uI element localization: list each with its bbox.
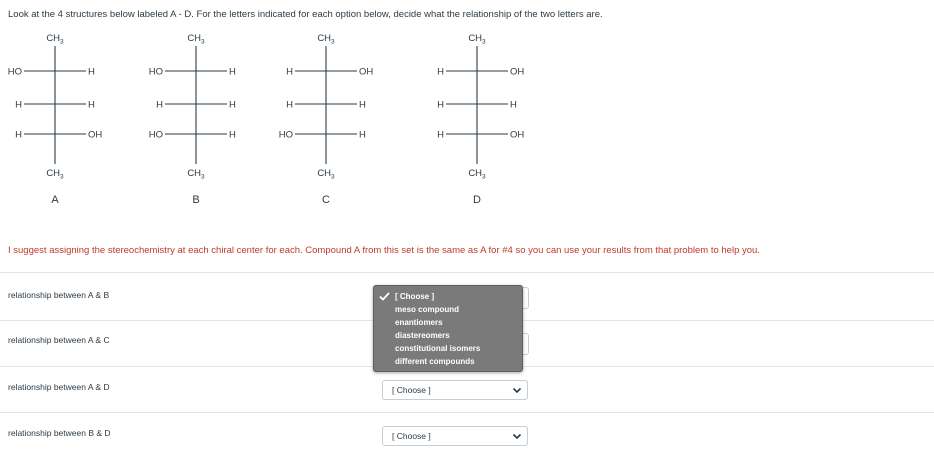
top-group-c: $CH_3$ [317, 33, 335, 46]
left-group-a-1: HO [7, 66, 22, 78]
fischer-projections [0, 28, 934, 213]
structure-label-b: B [192, 194, 200, 206]
top-group-a: $CH_3$ [46, 33, 64, 46]
left-group-a-2: H [15, 99, 22, 111]
menu-option-diastereomers[interactable]: diastereomers [395, 331, 450, 340]
top-group-b: $CH_3$ [187, 33, 205, 46]
left-group-c-1: H [286, 66, 293, 78]
menu-option-different-compounds[interactable]: different compounds [395, 357, 475, 366]
right-group-a-3: OH [88, 129, 103, 141]
structure-label-c: C [322, 194, 330, 206]
bottom-group-a: $CH_3$ [46, 168, 64, 181]
select-a-d[interactable] [382, 380, 528, 400]
dropdown-menu [373, 285, 523, 372]
menu-option-meso[interactable]: meso compound [395, 305, 460, 314]
right-group-d-1: OH [510, 66, 525, 78]
left-group-d-3: H [437, 129, 444, 141]
right-group-d-2: H [510, 99, 517, 111]
right-group-b-1: H [229, 66, 236, 78]
right-group-a-1: H [88, 66, 95, 78]
relationship-label-b-d: relationship between B & D [8, 428, 111, 438]
left-group-a-3: H [15, 129, 22, 141]
structure-label-d: D [473, 194, 481, 206]
divider [0, 272, 934, 273]
relationship-label-a-c: relationship between A & C [8, 335, 110, 345]
checkmark-icon [379, 292, 390, 301]
menu-option-choose[interactable]: [ Choose ] [395, 292, 435, 301]
question-text: Look at the 4 structures below labeled A - D. For the letters indicated for each option below, decide what the relationship of the two letters are. [8, 9, 603, 20]
relationship-label-a-d: relationship between A & D [8, 382, 110, 392]
bottom-group-c: $CH_3$ [317, 168, 335, 181]
chevron-down-icon [512, 431, 522, 441]
right-group-c-1: OH [359, 66, 374, 78]
right-group-a-2: H [88, 99, 95, 111]
top-group-d: $CH_3$ [468, 33, 486, 46]
menu-option-constitutional-isomers[interactable]: constitutional isomers [395, 344, 481, 353]
structure-label-a: A [51, 194, 59, 206]
right-group-b-2: H [229, 99, 236, 111]
left-group-b-2: H [156, 99, 163, 111]
left-group-d-2: H [437, 99, 444, 111]
left-group-b-1: HO [148, 66, 163, 78]
select-a-d-value: [ Choose ] [392, 385, 431, 395]
left-group-c-3: HO [278, 129, 293, 141]
select-b-d-value: [ Choose ] [392, 431, 431, 441]
right-group-d-3: OH [510, 129, 525, 141]
left-group-b-3: HO [148, 129, 163, 141]
left-group-d-1: H [437, 66, 444, 78]
relationship-label-a-b: relationship between A & B [8, 290, 110, 300]
bottom-group-d: $CH_3$ [468, 168, 486, 181]
hint-text: I suggest assigning the stereochemistry at each chiral center for each. Compound A from this set is the same as A for #4 so you can use your results from that problem to help you. [8, 245, 760, 256]
right-group-b-3: H [229, 129, 236, 141]
select-b-d[interactable] [382, 426, 528, 446]
chevron-down-icon [512, 385, 522, 395]
divider [0, 412, 934, 413]
bottom-group-b: $CH_3$ [187, 168, 205, 181]
right-group-c-3: H [359, 129, 366, 141]
right-group-c-2: H [359, 99, 366, 111]
menu-option-enantiomers[interactable]: enantiomers [395, 318, 443, 327]
left-group-c-2: H [286, 99, 293, 111]
